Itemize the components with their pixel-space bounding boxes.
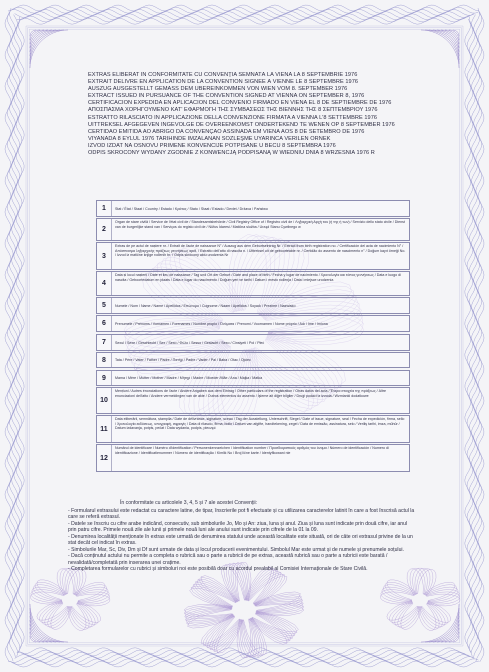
- field-label: Numele / Nom / Name / Name / Apellidos / Επώνυμο / Cognome / Naam / Apelidos / Soyadı / Prezime / Nazwisko: [115, 303, 296, 308]
- footer-note: - Completarea formularelor cu rubrici și simboluri noi este posibilă doar cu acordul prealabil al Comisiei Internaționale de Stare Civilă.: [68, 566, 368, 572]
- field-row: [96, 370, 410, 386]
- header-line: ODPIS SKRÓCONY WYDANY ZGODNIE Z KONWENCJĄ PODPISANĄ W WIEDNIU DNIA 8 WRZEŚNIA 1976 R: [88, 150, 375, 157]
- field-row: [96, 352, 410, 368]
- field-number: 9: [97, 371, 112, 385]
- header-line: UITTREKSEL AFGEGEVEN INGEVOLGE DE OVEREENKOMST ONDERTEKEND TE WENEN OP 8 SEPTEMBER 1976: [88, 121, 395, 128]
- field-label: Prenumele / Prénoms / Vornamen / Forenames / Nombre propio / Όνόματα / Prenomi / Voornamen / Nome próprio / Adı / Ime / Imiona: [115, 321, 328, 326]
- field-label: Tata / Père / Vater / Father / Padre / Πατήρ / Padre / Vader / Pai / Baba / Otac / Ojciec: [115, 357, 251, 362]
- field-row: [96, 334, 410, 351]
- field-label: Mama / Mère / Mutter / Mother / Madre / Μήτηρ / Madre / Moeder /Mãe / Ana / Majka / Matka: [115, 375, 263, 380]
- field-row: [96, 315, 410, 332]
- footer-note: - Denumirea localității menționate în extras este urmată de denumirea statului unde această localitate este situată, ori de câte ori extrasul privine de la un stat decât cel indicat în extras.: [68, 533, 413, 546]
- field-number: 4: [97, 272, 112, 295]
- field-row: [96, 444, 410, 472]
- field-number: 2: [97, 219, 112, 240]
- header-line: ESTRATTO RILASCIATO IN APPLICAZIONE DELLA CONVENZIONE FIRMATA A VIENNA L'8 SETTEMBRE 1976: [88, 114, 378, 121]
- header-line: IZVOD IZDAT NA OSNOVU PRIMENE KONVENCIJE POTPISANE U BEČU 8 SEPTEMBRA 1976: [88, 142, 336, 149]
- header-line: EXTRAS ELIBERAT ÎN CONFORMITATE CU CONVENȚIA SEMNATĂ LA VIENA LA 8 SEPTEMBRIE 1976: [88, 72, 358, 78]
- field-number: 8: [97, 353, 112, 367]
- header-line: CERTIDÃO EMITIDA AO ABRIGO DA CONVENÇÃO ASSINADA EM VIENA AOS 8 DE SETEMBRO DE 1976: [88, 128, 365, 135]
- field-label: Mențiuni / Autres énonciations de l'acte / Andere Angaben aus dem Eintrag / Other particulars of the registration / Otras datos del acta / Έτερα στοιχεία της πράξεως / Altre enunciazioni dell'atto / Andere vermeldingen van de akte / Outros elementos do assento / İşleme ait diğer bilgiler / Drugi podaci iz izvoda / Wzmianki dodatkowe: [115, 389, 387, 398]
- field-row: [96, 415, 410, 443]
- field-label: Stat / État / Staat / Country / Estado / Κράτος / Stato / Staat / Estado / Devlet / Država / Państwo: [115, 206, 268, 211]
- field-label: Data și locul nașterii / Date et lieu de naissance / Tag und Ort der Geburt / Date and place of birth / Fecha y lugar de nacimiento / Χρονολογία και τόπος γεννήσεως / Data e luogo di nascita / Geboortedatum en plaats / Data e lugar do nascimento / Doğum yeri ve tarihi / Datum i mesto rođenja / Data i miejsce urodzenia: [115, 273, 401, 282]
- field-row: [96, 218, 410, 241]
- field-number: 10: [97, 388, 112, 413]
- convention-header: [88, 72, 418, 157]
- field-label: Numărul de identificare / Numéro d'identification / Personenkennzeichen / Identification number / Προσδιοριστικός αριθμός του όνομα / Número de identificación / Numero di identificazione / Identificatienummer / Número de identificação / Kimlik No / Broj lične karte / Identyfikowani nie: [115, 446, 389, 455]
- field-row: [96, 297, 410, 314]
- footer-note: - Formularul extrasului este redactat cu caractere latine, de tipar, înscrierile pot fi efectuate și cu utilizarea caracterelor latinit în care a fost înscrisă actul la care se referă extrasul.: [68, 507, 415, 520]
- field-row: [96, 200, 410, 217]
- header-line: EXTRAIT DÉLIVRÉ EN APPLICATION DE LA CONVENTION SIGNÉE À VIENNE LE 8 SEPTEMBRE 1976: [88, 79, 359, 86]
- footer-notes: [68, 500, 416, 573]
- header-line: AUSZUG AUSGESTELLT GEMÄSS DEM ÜBEREINKOMMEN VON WIEN VOM 8. SEPTEMBER 1976: [88, 86, 348, 93]
- footer-note: - Dacă conținutul actului nu permite a completa o rubrică sau o parte a rubricii de pe extras, această rubrică sau o parte a rubricii este barată / nevalidată/completată prin inserarea unei crațime.: [68, 553, 388, 566]
- field-row: [96, 387, 410, 414]
- field-number: 12: [97, 445, 112, 471]
- field-number: 3: [97, 243, 112, 269]
- field-number: 5: [97, 298, 112, 313]
- header-line: VİYANADA 8 EYLÜL 1976 TARİHINDE İMZALANAN SÖZLEŞME UYARINCA VERILEN ÖRNEK: [88, 135, 331, 142]
- field-label: Organ de stare civilă / Service de l'état civil de / Standesamtsbehörde / Civil Registry Office of / Registro civil de / Ληξιαρχική Αρχή του (ή της ή των) / Servizio dello stato civile / Dienst van de burgerlijke stand van / Serviços do registo civil de / Nüfus İdaresi / Matična služba / Urząd Stanu Cywilnego w: [115, 220, 405, 229]
- header-line: ΑΠΟΣΠΑΣΜΑ ΧΟΡΗΓΟΥΜΕΝΟ ΚΑΤ' ΕΦΑΡΜΟΓΗ ΤΗΣ ΣΥΜΒΑΣΕΩΣ ΤΗΣ ΒΙΕΝΝΗΣ ΤΗΣ 8 ΣΕΠΤΕΜΒΡΙΟΥ 1976: [88, 107, 378, 114]
- footer-intro: În conformitate cu articolele 3, 4, 5 și 7 ale acestei Convenții:: [120, 500, 258, 506]
- field-label: Data eliberării, semnătura, ștampila / Date de délivrance, signature, sceau / Tag der Ausstellung, Unterschrift, Siegel / Date of issue, signature, seal / Fecha de expedición, firma, sello / Χρονολογία εκδόσεως, υπογραφή, σφραγίς / Data di rilascio, firma, bollo / Datum van afgifte, handtekening, zegel / Data de emissão, assinatura, selo / Veriliş tarihi, imza, mühür / Datum izdavanja, potpis, pečat / Data wydania, podpis, pieczęć: [115, 417, 405, 430]
- footer-note: - Simbolurile Mar, Sc, Div, Dm și Df sunt urmate de data și locul producerii evenimentului. Simbolul Mar este urmat și de numele și prenumele soțului.: [68, 546, 404, 553]
- field-label: Extras de pe actul de naștere nr. / Extrait de l'acte de naissance N° / Auszug aus dem Geburtseintrag Nr. / Extract from birth registration no. / Certificación del acta de nacimiento N° / Απόσπασμα ληξιαρχικής πράξεως γεννήσεως αριθ. / Estratto dell'atto di nascita n. / Uittreksel uit de geboorteakte nr. / Certidão do assento de nascimento n° / Doğum kayıt örneği No. / Izvod iz matične knjige rođenih br. / Odpis skrócony aktu urodzenia Nr: [115, 244, 406, 257]
- field-row: [96, 271, 410, 296]
- field-number: 11: [97, 416, 112, 442]
- field-row: [96, 242, 410, 270]
- field-number: 6: [97, 316, 112, 331]
- field-label: Sexul / Sexe / Geschlecht / Sex / Sexo / Φύλο / Sesso / Geslacht / Sexo / Cinsiyeti / Pol / Płeć: [115, 340, 265, 345]
- header-line: EXTRACT ISSUED IN PURSUANCE OF THE CONVENTION SIGNED AT VIENNA ON SEPTEMBER 8, 1976: [88, 93, 365, 100]
- field-number: 7: [97, 335, 112, 350]
- field-number: 1: [97, 201, 112, 216]
- header-line: CERTIFICACIÓN EXPEDIDA EN APLICACIÓN DEL CONVENIO FIRMADO EN VIENA EL 8 DE SEPTIEMBRE DE 1976: [88, 100, 392, 107]
- footer-note: - Datele se înscriu cu cifre arabe indicând, consecutiv, sub simbolurile Jo, Mo și An: ziua, luna și anul. Ziua și luna sunt indicate prin două cifre, iar anul prin patru cifre. Primele nouă zile ale lunii și primele nouă luni ale anului sunt indicate prin cifrele de la 01 la 09.: [68, 520, 408, 533]
